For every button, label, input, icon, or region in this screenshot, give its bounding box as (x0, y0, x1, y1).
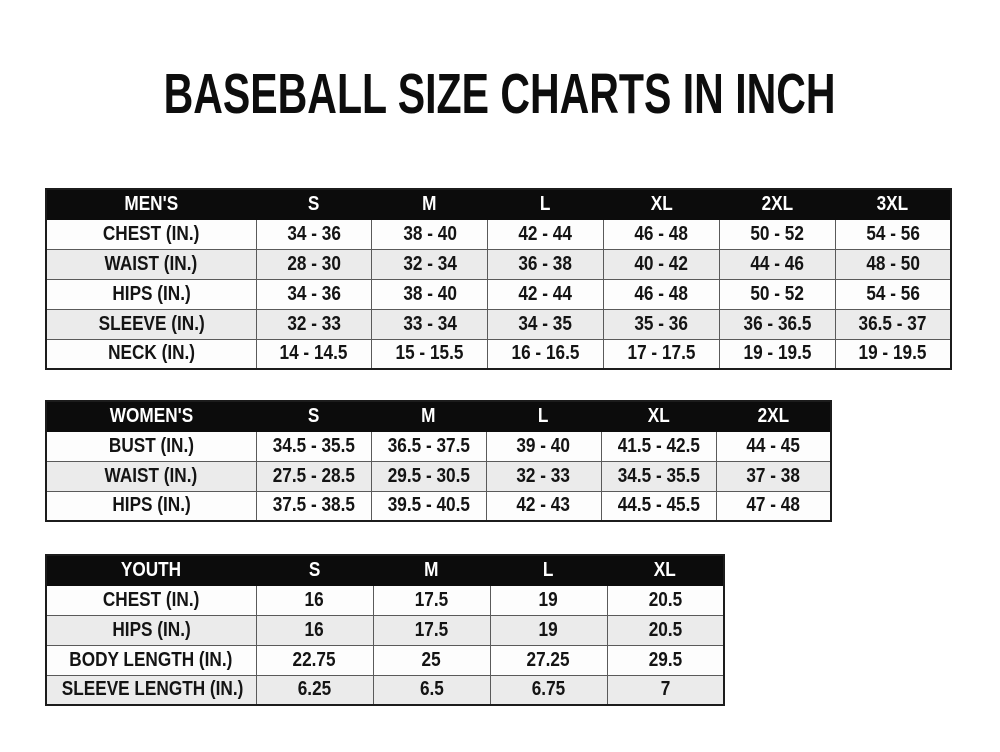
table-row (46, 279, 951, 309)
row-label-cell (46, 339, 256, 369)
size-value: 14 - 14.5 (279, 342, 348, 365)
size-header-cell (486, 401, 601, 431)
value-cell (607, 585, 724, 615)
row-label-cell (46, 431, 256, 461)
size-value: 27.25 (526, 648, 571, 671)
size-value: 32 - 34 (402, 252, 457, 275)
size-value: 16 (304, 588, 325, 611)
page-title: BASEBALL SIZE CHARTS IN INCH (164, 62, 836, 126)
row-label: CHEST (IN.) (102, 222, 200, 245)
size-value: 19 - 19.5 (743, 342, 812, 365)
value-cell (601, 461, 716, 491)
value-cell (719, 249, 835, 279)
value-cell (371, 461, 486, 491)
value-cell (256, 615, 373, 645)
size-value: 42 - 44 (518, 282, 573, 305)
value-cell (256, 219, 372, 249)
row-label-cell (46, 279, 256, 309)
size-value: 28 - 30 (287, 252, 341, 275)
row-label: BUST (IN.) (108, 434, 194, 457)
size-header-cell (716, 401, 831, 431)
value-cell (373, 675, 490, 705)
value-cell (256, 461, 371, 491)
table-row (46, 491, 831, 521)
value-cell (256, 645, 373, 675)
table-row (46, 309, 951, 339)
size-value: 38 - 40 (402, 222, 457, 245)
value-cell (835, 339, 951, 369)
row-label: BODY LENGTH (IN.) (69, 648, 233, 671)
row-label: HIPS (IN.) (112, 494, 191, 517)
mens-size-table (45, 188, 952, 370)
header-label: 2XL (757, 404, 790, 427)
size-value: 50 - 52 (750, 222, 805, 245)
header-label: L (543, 558, 554, 581)
size-value: 27.5 - 28.5 (272, 464, 355, 487)
size-value: 42 - 43 (516, 494, 571, 517)
row-label-cell (46, 219, 256, 249)
size-value: 35 - 36 (634, 312, 689, 335)
size-value: 17.5 (414, 618, 449, 641)
size-value: 44 - 45 (746, 434, 801, 457)
value-cell (835, 309, 951, 339)
size-value: 25 (421, 648, 442, 671)
size-value: 15 - 15.5 (395, 342, 464, 365)
size-value: 19 (538, 618, 559, 641)
value-cell (716, 431, 831, 461)
size-value: 32 - 33 (516, 464, 571, 487)
header-label: L (538, 404, 549, 427)
value-cell (256, 309, 372, 339)
table-row (46, 675, 724, 705)
header-label: WOMEN'S (109, 404, 193, 427)
size-header-cell (488, 189, 604, 219)
size-value: 17 - 17.5 (627, 342, 696, 365)
size-value: 48 - 50 (866, 252, 920, 275)
value-cell (488, 249, 604, 279)
womens-size-table (45, 400, 832, 522)
row-label: WAIST (IN.) (104, 464, 198, 487)
value-cell (488, 219, 604, 249)
size-value: 17.5 (414, 588, 449, 611)
value-cell (256, 249, 372, 279)
size-value: 16 (304, 618, 325, 641)
value-cell (607, 675, 724, 705)
group-header-cell (46, 189, 256, 219)
header-row (46, 555, 724, 585)
value-cell (371, 431, 486, 461)
size-header-cell (371, 401, 486, 431)
size-value: 34 - 35 (518, 312, 573, 335)
size-header-cell (603, 189, 719, 219)
size-value: 34 - 36 (287, 222, 341, 245)
group-header-cell (46, 555, 256, 585)
value-cell (603, 279, 719, 309)
value-cell (488, 309, 604, 339)
value-cell (256, 585, 373, 615)
size-value: 36.5 - 37.5 (387, 434, 470, 457)
table-row (46, 219, 951, 249)
size-value: 40 - 42 (634, 252, 689, 275)
value-cell (486, 431, 601, 461)
value-cell (603, 309, 719, 339)
size-value: 19 (538, 588, 559, 611)
size-value: 32 - 33 (287, 312, 341, 335)
row-label: SLEEVE LENGTH (IN.) (61, 678, 244, 701)
header-row (46, 189, 951, 219)
value-cell (490, 675, 607, 705)
size-value: 44 - 46 (750, 252, 805, 275)
header-label: XL (650, 192, 673, 215)
table-row (46, 249, 951, 279)
size-value: 34.5 - 35.5 (272, 434, 355, 457)
row-label-cell (46, 675, 256, 705)
size-value: 38 - 40 (402, 282, 457, 305)
header-label: XL (647, 404, 670, 427)
header-label: M (424, 558, 439, 581)
row-label: HIPS (IN.) (112, 618, 191, 641)
value-cell (719, 279, 835, 309)
header-label: 2XL (761, 192, 793, 215)
header-label: M (422, 192, 437, 215)
youth-size-table (45, 554, 725, 706)
header-label: S (307, 404, 320, 427)
size-value: 42 - 44 (518, 222, 573, 245)
value-cell (373, 645, 490, 675)
table-row (46, 339, 951, 369)
row-label-cell (46, 309, 256, 339)
row-label-cell (46, 491, 256, 521)
size-value: 44.5 - 45.5 (617, 494, 700, 517)
size-value: 36.5 - 37 (858, 312, 927, 335)
value-cell (488, 339, 604, 369)
header-label: L (540, 192, 551, 215)
value-cell (486, 491, 601, 521)
value-cell (835, 279, 951, 309)
size-value: 47 - 48 (746, 494, 801, 517)
value-cell (372, 279, 488, 309)
size-header-cell (256, 555, 373, 585)
size-value: 41.5 - 42.5 (617, 434, 700, 457)
size-value: 19 - 19.5 (858, 342, 927, 365)
value-cell (603, 249, 719, 279)
value-cell (256, 491, 371, 521)
size-value: 6.75 (531, 678, 566, 701)
value-cell (601, 431, 716, 461)
size-value: 20.5 (648, 618, 682, 641)
value-cell (601, 491, 716, 521)
table-row (46, 461, 831, 491)
header-label: MEN'S (124, 192, 179, 215)
header-label: S (308, 192, 320, 215)
value-cell (490, 645, 607, 675)
row-label: NECK (IN.) (107, 342, 195, 365)
value-cell (835, 249, 951, 279)
value-cell (256, 431, 371, 461)
size-value: 33 - 34 (402, 312, 457, 335)
size-value: 37.5 - 38.5 (272, 494, 355, 517)
value-cell (716, 491, 831, 521)
value-cell (716, 461, 831, 491)
value-cell (490, 615, 607, 645)
table-row (46, 645, 724, 675)
row-label-cell (46, 461, 256, 491)
row-label: SLEEVE (IN.) (98, 312, 205, 335)
size-value: 39.5 - 40.5 (387, 494, 470, 517)
size-value: 6.25 (297, 678, 332, 701)
size-value: 29.5 (648, 648, 682, 671)
row-label-cell (46, 645, 256, 675)
value-cell (256, 675, 373, 705)
row-label: WAIST (IN.) (104, 252, 198, 275)
value-cell (835, 219, 951, 249)
size-value: 36 - 38 (518, 252, 573, 275)
header-label: YOUTH (121, 558, 182, 581)
value-cell (372, 249, 488, 279)
header-label: XL (654, 558, 677, 581)
size-value: 34.5 - 35.5 (617, 464, 700, 487)
size-value: 46 - 48 (634, 282, 689, 305)
header-label: S (308, 558, 321, 581)
header-row (46, 401, 831, 431)
size-header-cell (256, 401, 371, 431)
value-cell (373, 615, 490, 645)
row-label: HIPS (IN.) (112, 282, 191, 305)
value-cell (607, 615, 724, 645)
table-row (46, 615, 724, 645)
size-value: 39 - 40 (516, 434, 571, 457)
row-label-cell (46, 249, 256, 279)
size-header-cell (719, 189, 835, 219)
size-value: 54 - 56 (866, 222, 920, 245)
row-label-cell (46, 585, 256, 615)
value-cell (719, 309, 835, 339)
size-header-cell (601, 401, 716, 431)
size-header-cell (835, 189, 951, 219)
table-row (46, 585, 724, 615)
size-header-cell (607, 555, 724, 585)
size-header-cell (490, 555, 607, 585)
table-row (46, 431, 831, 461)
size-value: 37 - 38 (746, 464, 801, 487)
value-cell (256, 279, 372, 309)
header-label: 3XL (877, 192, 909, 215)
size-value: 36 - 36.5 (743, 312, 812, 335)
row-label: CHEST (IN.) (102, 588, 200, 611)
value-cell (371, 491, 486, 521)
value-cell (719, 219, 835, 249)
size-header-cell (372, 189, 488, 219)
size-value: 16 - 16.5 (511, 342, 580, 365)
size-value: 20.5 (648, 588, 682, 611)
value-cell (603, 219, 719, 249)
value-cell (486, 461, 601, 491)
size-value: 6.5 (419, 678, 444, 701)
value-cell (490, 585, 607, 615)
page-title-row (0, 62, 1000, 126)
header-label: M (421, 404, 436, 427)
size-header-cell (373, 555, 490, 585)
size-value: 7 (660, 678, 671, 701)
value-cell (372, 309, 488, 339)
size-header-cell (256, 189, 372, 219)
group-header-cell (46, 401, 256, 431)
value-cell (373, 585, 490, 615)
size-value: 22.75 (292, 648, 337, 671)
value-cell (372, 219, 488, 249)
value-cell (719, 339, 835, 369)
value-cell (603, 339, 719, 369)
value-cell (488, 279, 604, 309)
size-value: 34 - 36 (287, 282, 341, 305)
value-cell (256, 339, 372, 369)
row-label-cell (46, 615, 256, 645)
value-cell (372, 339, 488, 369)
size-value: 54 - 56 (866, 282, 920, 305)
value-cell (607, 645, 724, 675)
size-value: 46 - 48 (634, 222, 689, 245)
size-value: 50 - 52 (750, 282, 805, 305)
size-value: 29.5 - 30.5 (387, 464, 470, 487)
